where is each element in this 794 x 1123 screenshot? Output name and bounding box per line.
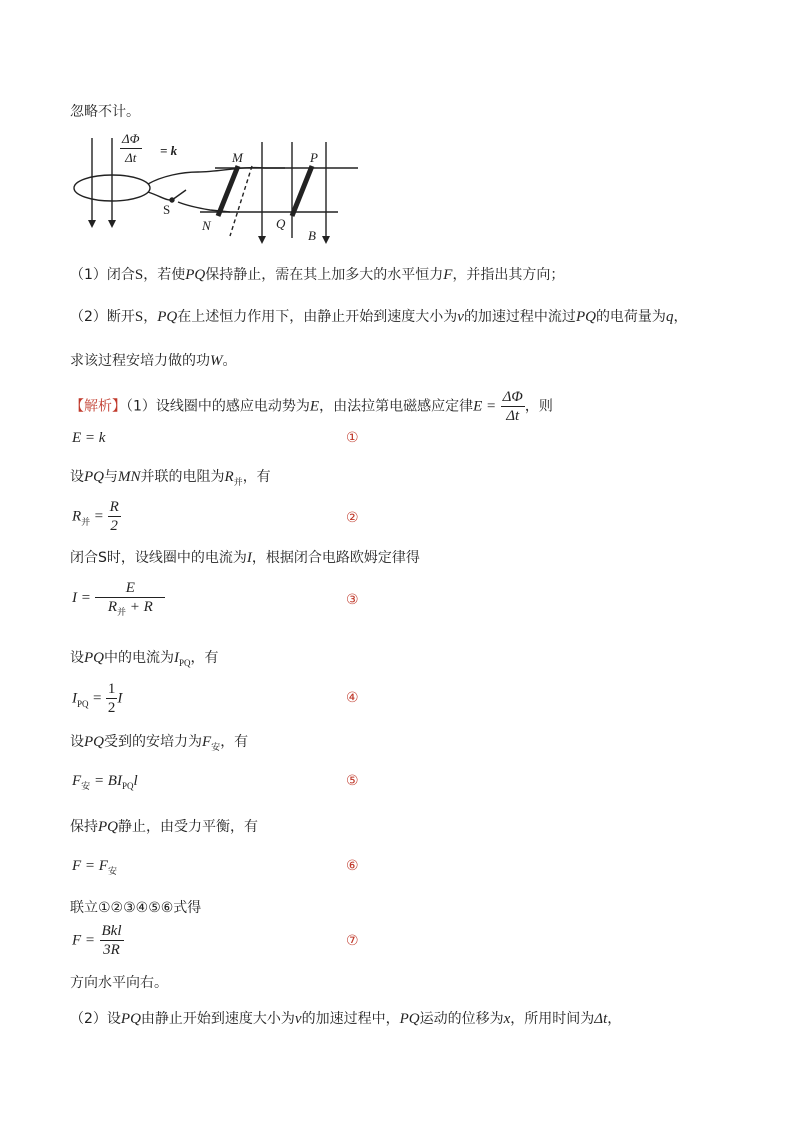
label-P: P (310, 150, 318, 165)
direction-text: 方向水平向右。 (70, 975, 168, 991)
field-arrowhead-2 (108, 220, 116, 228)
marker-6: ⑥ (346, 858, 359, 874)
step-6-text: 保持PQ静止，由受力平衡，有 (70, 819, 258, 835)
marker-1: ① (346, 430, 359, 446)
label-S: S (163, 202, 171, 217)
label-B: B (308, 228, 316, 243)
flux-fraction: $\frac{\Delta\Phi}{\Delta t}$ (122, 131, 140, 165)
equation-4: $I_{PQ}$ = $\frac{1}{2}$ I (72, 681, 123, 716)
equation-5: $F_安 = BI_{PQ}l$ (72, 773, 138, 792)
step-8-text: （2）设PQ由静止开始到速度大小为v的加速过程中，PQ运动的位移为x，所用时间为Δt， (70, 1011, 622, 1027)
step-2-text: 设PQ与MN并联的电阻为$R_并$，有 (70, 469, 271, 488)
equation-3: I = $\frac{E}{R_并 + R}$ (72, 579, 165, 617)
bar-MN (218, 166, 238, 216)
field-arrowhead-1 (88, 220, 96, 228)
wire-top (148, 168, 285, 184)
label-M: M (232, 150, 243, 165)
faraday-fraction: $\frac{\Delta\Phi}{\Delta t}$ (502, 389, 523, 424)
marker-2: ② (346, 510, 359, 526)
step-5-text: 设PQ受到的安培力为$F_安$，有 (70, 734, 249, 753)
marker-5: ⑤ (346, 773, 359, 789)
marker-7: ⑦ (346, 933, 359, 949)
step-4-text: 设PQ中的电流为$I_{PQ}$，有 (70, 650, 219, 668)
equation-1: E = k (72, 430, 106, 446)
wire-to-switch (148, 192, 170, 200)
solution-tag: 【解析】 (70, 398, 126, 415)
step-3-text: 闭合S时，设线圈中的电流为I，根据闭合电路欧姆定律得 (70, 550, 420, 566)
circuit-diagram (70, 128, 370, 248)
marker-3: ③ (346, 592, 359, 608)
circuit-figure (70, 128, 370, 248)
bar-PQ (292, 166, 312, 216)
question-2-line2: 求该过程安培力做的功W。 (70, 353, 237, 369)
equation-6: $F = F_安$ (72, 858, 117, 877)
intro-text: 忽略不计。 (70, 104, 140, 120)
step-7-text: 联立①②③④⑤⑥式得 (70, 900, 202, 916)
label-Q: Q (276, 216, 286, 231)
switch-blade (172, 190, 186, 200)
flux-eq-label: = k (160, 143, 178, 158)
solution-intro: 【解析】（1）设线圈中的感应电动势为E，由法拉第电磁感应定律E = $\frac{\Delta\Phi}{\Delta t}$ ，则 (70, 389, 553, 424)
equation-7: F = $\frac{\text{Bkl}}{3R}$ (72, 923, 122, 958)
label-N: N (202, 218, 211, 233)
equation-2: $R_并$ = $\frac{R}{2}$ (72, 499, 119, 534)
question-2: （2）断开S，PQ在上述恒力作用下，由静止开始到速度大小为v的加速过程中流过PQ的电荷量为q， (70, 309, 688, 325)
marker-4: ④ (346, 690, 359, 706)
question-1: （1）闭合S，若使PQ保持静止，需在其上加多大的水平恒力F，并指出其方向； (70, 267, 565, 283)
